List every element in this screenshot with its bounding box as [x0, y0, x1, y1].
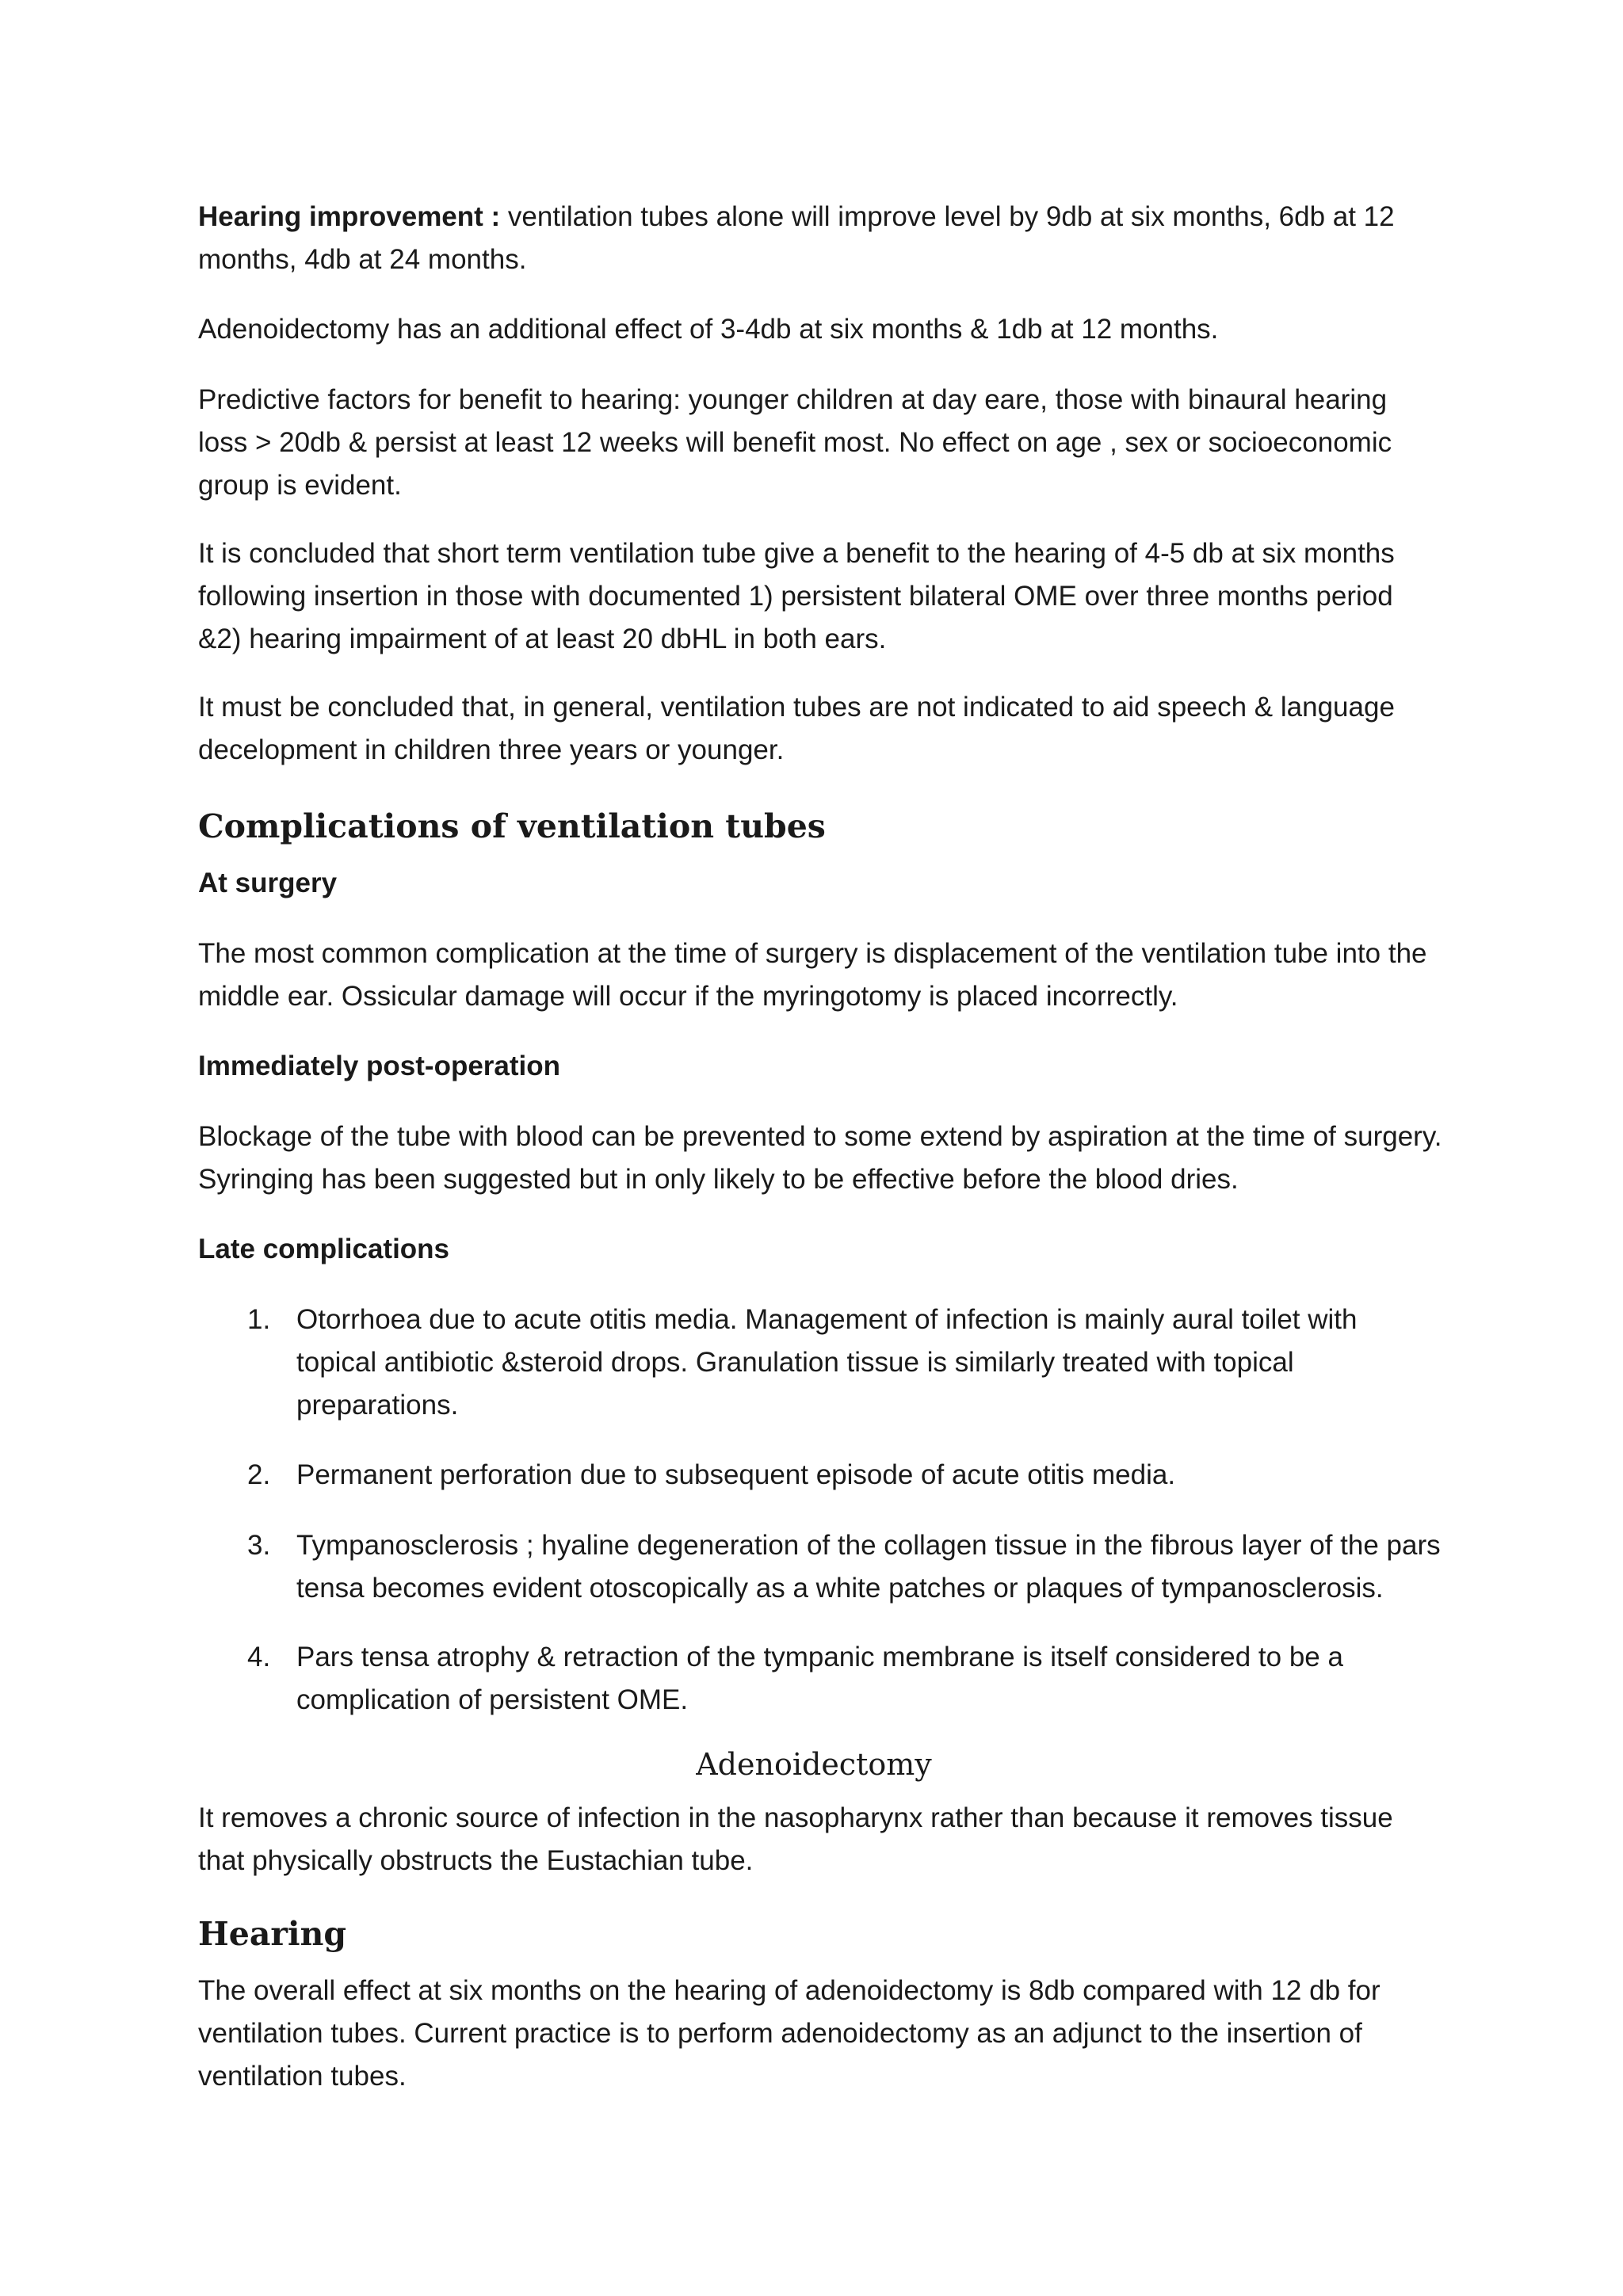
adenoidectomy-heading: Adenoidectomy [696, 1747, 932, 1782]
list-item [198, 1299, 1442, 1427]
hearing-improvement-paragraph [198, 196, 1442, 281]
list-item-number: 4. [247, 1642, 271, 1672]
complications-heading: Complications of ventilation tubes [198, 807, 826, 845]
hearing-improvement-label: Hearing improvement : [198, 201, 501, 232]
at-surgery-paragraph: The most common complication at the time of surgery is displacement of the ventilation tube into the middle ear. Ossicular damage will occur if the myringotomy is placed incorrectly. [198, 938, 1427, 1012]
speech-language-paragraph: It must be concluded that, in general, ventilation tubes are not indicated to aid speech & language decelopment in children three years or younger. [198, 692, 1395, 765]
list-item-text: Tympanosclerosis ; hyaline degeneration of the collagen tissue in the fibrous layer of the pars tensa becomes evident otoscopically as a white patches or plaques of tympanosclerosis. [296, 1530, 1441, 1604]
list-item [198, 1524, 1442, 1610]
list-item [198, 1636, 1442, 1722]
list-item [198, 1454, 1442, 1497]
hearing-improvement-text: ventilation tubes alone will improve level by 9db at six months, 6db at 12 months, 4db at 24 months. [198, 201, 1395, 275]
list-item-number: 2. [247, 1459, 271, 1490]
adenoidectomy-effect-paragraph: Adenoidectomy has an additional effect of 3-4db at six months & 1db at 12 months. [198, 314, 1219, 345]
list-item-number: 1. [247, 1304, 271, 1335]
post-op-paragraph: Blockage of the tube with blood can be prevented to some extend by aspiration at the time of surgery. Syringing has been suggested but in only likely to be effective before the blood dries. [198, 1121, 1442, 1195]
at-surgery-heading: At surgery [198, 868, 338, 898]
adenoidectomy-paragraph: It removes a chronic source of infection in the nasopharynx rather than because it removes tissue that physically obstructs the Eustachian tube. [198, 1802, 1393, 1876]
predictive-factors-paragraph: Predictive factors for benefit to hearing: younger children at day eare, those with binaural hearing loss > 20db & persist at least 12 weeks will benefit most. No effect on age , sex or socioeconomic group is evident. [198, 384, 1392, 501]
list-item-text: Pars tensa atrophy & retraction of the tympanic membrane is itself considered to be a complication of persistent OME. [296, 1642, 1343, 1715]
late-complications-heading: Late complications [198, 1234, 450, 1264]
hearing-heading: Hearing [198, 1915, 347, 1953]
list-item-text: Otorrhoea due to acute otitis media. Management of infection is mainly aural toilet with topical antibiotic &steroid drops. Granulation tissue is similarly treated with topical preparations. [296, 1304, 1358, 1421]
hearing-paragraph: The overall effect at six months on the hearing of adenoidectomy is 8db compared with 12 db for ventilation tubes. Current practice is to perform adenoidectomy as an adjunct to the insertion of ventilation tubes. [198, 1975, 1381, 2092]
list-item-text: Permanent perforation due to subsequent episode of acute otitis media. [296, 1459, 1176, 1490]
conclusion-paragraph: It is concluded that short term ventilation tube give a benefit to the hearing of 4-5 db at six months following insertion in those with documented 1) persistent bilateral OME over three months period &2) hearing impairment of at least 20 dbHL in both ears. [198, 538, 1395, 654]
post-op-heading: Immediately post-operation [198, 1051, 561, 1081]
list-item-number: 3. [247, 1530, 271, 1561]
